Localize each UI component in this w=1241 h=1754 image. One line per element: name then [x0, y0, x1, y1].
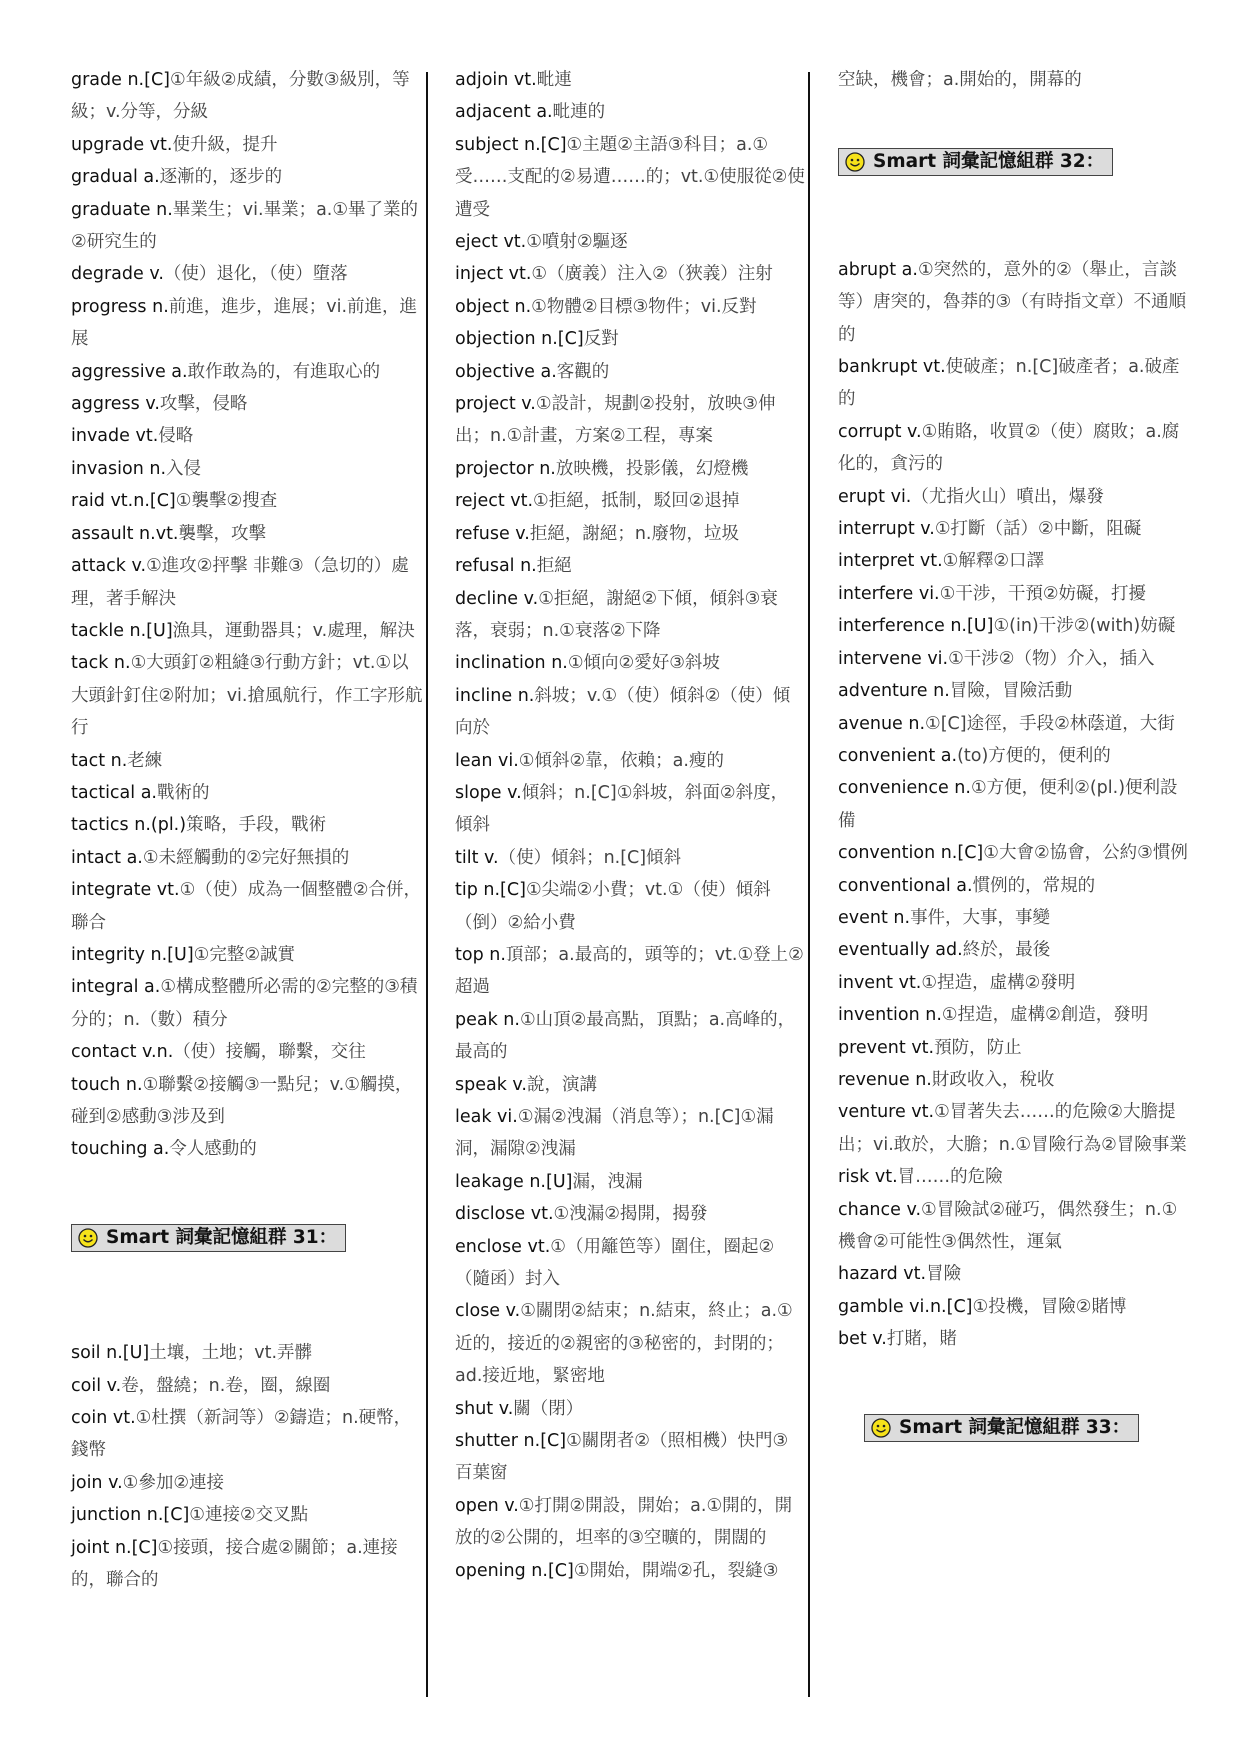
- vocab-entry: [838, 1323, 1190, 1355]
- entry-headword: degrade v.: [71, 264, 164, 285]
- entry-definition: 冒險，冒險活動: [949, 681, 1073, 702]
- vocab-entry: [71, 64, 423, 129]
- vocab-entry: [71, 777, 423, 809]
- entry-definition: ①傾斜②靠，依賴；a.瘦的: [518, 750, 724, 771]
- entry-definition: ①年級②成績，分數③級別，等級；v.分等，分級: [71, 70, 410, 123]
- entry-definition: （尤指火山）噴出，爆發: [911, 486, 1104, 507]
- entry-definition: 客觀的: [556, 361, 610, 382]
- entry-definition: ①(in)干涉②(with)妨礙: [993, 616, 1176, 637]
- entry-headword: leak vi.: [455, 1107, 518, 1127]
- vocab-entry: [838, 513, 1190, 545]
- column-3: [838, 64, 1190, 1449]
- entry-headword: inclination n.: [455, 653, 568, 674]
- vocab-entry: [71, 615, 423, 647]
- entry-definition: 冒險: [926, 1264, 962, 1285]
- entry-definition: 拒絕: [536, 556, 572, 577]
- vocab-entry: [838, 610, 1190, 642]
- vocab-entry: [838, 675, 1190, 707]
- entry-headword: tactics n.(pl.): [71, 815, 187, 836]
- vocab-entry: [71, 1467, 423, 1499]
- vocab-entry: [455, 1101, 805, 1166]
- vocab-entry: [71, 939, 423, 971]
- entry-definition: ①大會②協會，公約③慣例: [983, 843, 1188, 864]
- entry-headword: contact v.n.: [71, 1042, 174, 1063]
- entry-headword: risk vt.: [838, 1167, 898, 1188]
- vocab-entry: [71, 453, 423, 485]
- entry-definition: 斜坡；v.①（使）傾斜②（使）傾向於: [455, 685, 791, 739]
- entry-headword: junction n.[C]: [71, 1505, 190, 1526]
- entry-definition: ①物體②目標③物件；vi.反對: [531, 296, 757, 317]
- vocab-entry: [455, 745, 805, 777]
- group-header-33-label: Smart 詞彙記憶組群 33：: [899, 1416, 1131, 1438]
- vocab-entry: [455, 1555, 805, 1587]
- entry-headword: event n.: [838, 907, 911, 928]
- entry-definition: 頂部；a.最高的，頭等的；vt.①登上②超過: [455, 944, 804, 998]
- entry-headword: upgrade vt.: [71, 134, 173, 155]
- vocab-entry: [455, 518, 805, 550]
- vocab-entry: [455, 129, 805, 226]
- entry-definition: ①大頭釘②粗縫③行動方針；vt.①以大頭針釘住②附加；vi.搶風航行，作工字形航行: [71, 653, 423, 739]
- entry-definition: ①拒絕，謝絕②下傾，傾斜③衰落，衰弱；n.①衰落②下降: [455, 588, 778, 641]
- entry-definition: ①方便，便利②(pl.)便利設備: [838, 778, 1178, 831]
- entry-headword: bankrupt vt.: [838, 357, 946, 378]
- vocab-entry: [455, 1198, 805, 1230]
- entry-definition: 財政收入，稅收: [931, 1069, 1055, 1090]
- entry-headword: conventional a.: [838, 875, 973, 896]
- entry-list-col3-top: [838, 64, 1190, 96]
- vocab-entry: [838, 351, 1190, 416]
- entry-list-col1-bottom: [71, 1337, 423, 1596]
- vocab-entry: [71, 1532, 423, 1597]
- entry-headword: graduate n.: [71, 199, 173, 220]
- vocab-entry: [71, 745, 423, 777]
- vocab-entry: [838, 902, 1190, 934]
- entry-definition: ①構成整體所必需的②完整的③積分的；n.（數）積分: [71, 977, 418, 1030]
- column-divider-left: [426, 72, 428, 1697]
- entry-headword: aggressive a.: [71, 361, 188, 382]
- vocab-entry: [71, 1337, 423, 1369]
- vocab-entry: [838, 934, 1190, 966]
- vocab-entry: [838, 772, 1190, 837]
- group-header-32-label: Smart 詞彙記憶組群 32：: [873, 151, 1105, 173]
- entry-definition: ①投機，冒險②賭博: [972, 1296, 1127, 1317]
- entry-definition: ①賄賂，收買②（使）腐敗；a.腐化的，貪污的: [838, 421, 1180, 475]
- entry-headword: venture vt.: [838, 1102, 935, 1123]
- vocab-entry: [838, 1096, 1190, 1161]
- entry-headword: decline v.: [455, 588, 539, 609]
- column-1: [71, 64, 423, 1596]
- entry-definition: 使破產；n.[C]破產者；a.破產的: [838, 357, 1180, 410]
- entry-list-col3-mid: [838, 254, 1190, 1356]
- vocab-entry: [838, 1258, 1190, 1290]
- vocab-entry: [455, 453, 805, 485]
- vocab-entry: [838, 545, 1190, 577]
- entry-headword: revenue n.: [838, 1069, 932, 1090]
- vocab-entry: [455, 1069, 805, 1101]
- entry-definition: 說，演講: [526, 1074, 597, 1095]
- vocab-entry: [71, 485, 423, 517]
- entry-headword: raid vt.n.[C]: [71, 491, 176, 512]
- entry-definition: ①杜撰（新詞等）②鑄造；n.硬幣，錢幣: [71, 1408, 412, 1461]
- entry-headword: gradual a.: [71, 167, 160, 188]
- entry-headword: refusal n.: [455, 556, 537, 577]
- vocab-entry: [838, 578, 1190, 610]
- entry-definition: （使）退化，（使）墮落: [163, 264, 348, 285]
- vocab-entry: [455, 388, 805, 453]
- entry-definition: （使）接觸，聯繫，交往: [173, 1042, 366, 1063]
- vocab-entry: [71, 388, 423, 420]
- vocab-entry: [455, 323, 805, 355]
- entry-definition: ①襲擊②搜查: [175, 491, 278, 512]
- entry-definition: ①未經觸動的②完好無損的: [142, 847, 350, 868]
- entry-headword: eject vt.: [455, 232, 527, 253]
- vocab-entry: [71, 874, 423, 939]
- group-header-31-label: Smart 詞彙記憶組群 31：: [106, 1226, 338, 1248]
- vocab-entry: [71, 1069, 423, 1134]
- vocab-entry: [838, 643, 1190, 675]
- vocab-entry: [455, 96, 805, 128]
- entry-definition: ①打斷（話）②中斷，阻礙: [934, 519, 1142, 540]
- entry-headword: intact a.: [71, 847, 143, 868]
- vocab-entry: [71, 1036, 423, 1068]
- entry-headword: adventure n.: [838, 681, 950, 702]
- vocab-entry: [838, 740, 1190, 772]
- group-header-32: [838, 148, 1113, 176]
- vocab-entry: [455, 1231, 805, 1296]
- entry-definition: ①突然的，意外的②（舉止，言談等）唐突的，魯莽的③（有時指文章）不通順的: [838, 259, 1187, 345]
- entry-definition: 前進，進步，進展；vi.前進，進展: [71, 296, 418, 350]
- vocab-entry: [71, 1402, 423, 1467]
- entry-headword: chance v.: [838, 1199, 922, 1220]
- vocab-entry: [455, 226, 805, 258]
- entry-headword: enclose vt.: [455, 1236, 551, 1257]
- group-header-31: [71, 1224, 346, 1252]
- entry-headword: adjoin vt.: [455, 70, 537, 90]
- entry-definition: 漁具，運動器具；v.處理，解決: [172, 620, 415, 641]
- smiley-icon: [871, 1418, 891, 1438]
- entry-definition: ①拒絕，抵制，駁回②退掉: [533, 491, 740, 512]
- entry-headword: avenue n.: [838, 713, 926, 734]
- vocab-entry: [455, 1295, 805, 1392]
- entry-headword: invasion n.: [71, 458, 167, 479]
- vocab-entry: [838, 999, 1190, 1031]
- entry-headword: coil v.: [71, 1375, 122, 1396]
- entry-headword: disclose vt.: [455, 1204, 554, 1225]
- entry-headword: touch n.: [71, 1074, 143, 1095]
- vocab-entry: [455, 777, 805, 842]
- entry-definition: 毗連: [536, 70, 572, 90]
- entry-definition: ①洩漏②揭開，揭發: [553, 1204, 708, 1225]
- entry-definition: 打賭，賭: [886, 1329, 957, 1350]
- entry-headword: invent vt.: [838, 972, 922, 993]
- entry-headword: prevent vt.: [838, 1037, 935, 1058]
- entry-definition: 事件，大事，事變: [910, 907, 1051, 928]
- entry-headword: progress n.: [71, 296, 169, 317]
- entry-definition: 老練: [127, 750, 163, 771]
- entry-definition: ①開始，開端②孔，裂縫③: [573, 1560, 779, 1581]
- entry-headword: top n.: [455, 944, 506, 965]
- entry-headword: bet v.: [838, 1329, 887, 1350]
- entry-definition: ①冒著失去……的危險②大膽提出；vi.敢於，大膽；n.①冒險行為②冒險事業: [838, 1102, 1187, 1155]
- entry-headword: erupt vi.: [838, 486, 912, 507]
- entry-headword: convenience n.: [838, 778, 971, 799]
- entry-definition: ①捏造，虛構②發明: [921, 972, 1076, 993]
- entry-definition: 空缺，機會；a.開始的，開幕的: [838, 70, 1082, 90]
- vocab-entry: [838, 1291, 1190, 1323]
- vocab-entry: [71, 809, 423, 841]
- vocab-entry: [455, 1425, 805, 1490]
- vocab-entry: [838, 967, 1190, 999]
- entry-definition: 敢作敢為的，有進取心的: [187, 361, 381, 382]
- vocab-entry: [71, 291, 423, 356]
- entry-headword: tackle n.[U]: [71, 620, 173, 641]
- entry-headword: tactical a.: [71, 782, 157, 803]
- entry-definition: ①冒險試②碰巧，偶然發生；n.①機會②可能性③偶然性，運氣: [838, 1199, 1178, 1252]
- entry-headword: speak v.: [455, 1074, 527, 1095]
- vocab-entry: [838, 1064, 1190, 1096]
- entry-headword: project v.: [455, 394, 536, 415]
- entry-definition: ①打開②開設，開始；a.①開的，開放的②公開的，坦率的③空曠的，開闊的: [455, 1495, 793, 1549]
- vocab-entry: [455, 550, 805, 582]
- entry-definition: ①連接②交叉點: [189, 1505, 309, 1526]
- entry-list-col1-top: [71, 64, 423, 1166]
- entry-headword: slope v.: [455, 782, 522, 803]
- vocab-entry: [838, 481, 1190, 513]
- entry-definition: 終於，最後: [962, 940, 1051, 961]
- vocab-entry: [838, 1161, 1190, 1193]
- vocab-entry: [71, 194, 423, 259]
- vocab-entry: [71, 258, 423, 290]
- entry-definition: 入侵: [166, 458, 202, 479]
- vocab-entry: [838, 837, 1190, 869]
- entry-definition: ①捏造，虛構②創造，發明: [941, 1005, 1149, 1026]
- vocab-entry: [455, 647, 805, 679]
- entry-definition: ①完整②誠實: [193, 944, 296, 965]
- vocab-entry: [71, 129, 423, 161]
- entry-headword: convenient a.: [838, 745, 958, 766]
- entry-headword: leakage n.[U]: [455, 1171, 573, 1192]
- vocab-entry: [838, 1194, 1190, 1259]
- vocab-entry: [838, 416, 1190, 481]
- entry-headword: objective a.: [455, 361, 557, 382]
- vocab-entry: [71, 550, 423, 615]
- entry-headword: shut v.: [455, 1398, 514, 1419]
- entry-headword: integral a.: [71, 977, 161, 998]
- entry-definition: 襲擊，攻擊: [178, 523, 266, 544]
- entry-headword: joint n.[C]: [71, 1537, 158, 1558]
- entry-headword: integrity n.[U]: [71, 944, 194, 965]
- vocab-entry: [455, 583, 805, 648]
- entry-headword: close v.: [455, 1301, 521, 1322]
- entry-definition: 關（閉）: [513, 1398, 584, 1419]
- vocab-entry: [455, 1490, 805, 1555]
- entry-headword: shutter n.[C]: [455, 1431, 567, 1452]
- vocab-entry: [455, 1393, 805, 1425]
- entry-definition: 侵略: [158, 426, 194, 447]
- vocab-entry: [71, 420, 423, 452]
- entry-definition: ①尖端②小費；vt.①（使）傾斜（倒）②給小費: [455, 880, 771, 933]
- vocab-entry: [71, 161, 423, 193]
- entry-definition: ①漏②洩漏（消息等）；n.[C]①漏洞，漏隙②洩漏: [455, 1107, 774, 1160]
- group-header-33: [864, 1414, 1139, 1442]
- entry-headword: tip n.[C]: [455, 880, 526, 901]
- vocab-entry: [71, 356, 423, 388]
- vocab-entry: [838, 254, 1190, 351]
- entry-headword: interference n.[U]: [838, 616, 994, 637]
- entry-headword: subject n.[C]: [455, 134, 567, 155]
- column-divider-right: [808, 72, 810, 1697]
- entry-list-col2: [455, 64, 805, 1587]
- entry-headword: refuse v.: [455, 523, 530, 544]
- entry-definition: 策略，手段，戰術: [186, 815, 327, 836]
- vocab-entry: [455, 842, 805, 874]
- vocab-entry: [71, 518, 423, 550]
- entry-definition: ①主題②主語③科目；a.①受……支配的②易遭……的；vt.①使服從②使遭受: [455, 134, 805, 220]
- entry-headword: peak n.: [455, 1009, 520, 1030]
- entry-headword: tact n.: [71, 750, 128, 771]
- entry-definition: ①干涉，干預②妨礙，打擾: [939, 583, 1147, 604]
- entry-headword: convention n.[C]: [838, 843, 984, 864]
- entry-definition: 毗連的: [552, 102, 606, 123]
- entry-definition: 戰術的: [157, 782, 210, 803]
- entry-definition: ①設計，規劃②投射，放映③伸出；n.①計畫，方案②工程，專案: [455, 394, 776, 447]
- entry-headword: inject vt.: [455, 264, 532, 285]
- entry-definition: 漏，洩漏: [572, 1171, 643, 1192]
- entry-definition: 令人感動的: [169, 1139, 257, 1160]
- entry-headword: invention n.: [838, 1005, 942, 1026]
- vocab-entry: [455, 939, 805, 1004]
- vocab-entry: [838, 870, 1190, 902]
- entry-headword: touching a.: [71, 1139, 170, 1160]
- vocab-entry: [455, 680, 805, 745]
- entry-definition: ①聯繫②接觸③一點兒；v.①觸摸，碰到②感動③涉及到: [71, 1074, 413, 1127]
- vocab-entry: [455, 874, 805, 939]
- entry-definition: 畢業生；vi.畢業；a.①畢了業的②研究生的: [71, 199, 419, 253]
- entry-definition: 預防，防止: [934, 1037, 1022, 1058]
- vocab-entry: [71, 1499, 423, 1531]
- entry-definition: 土壤，土地；vt.弄髒: [149, 1343, 313, 1364]
- entry-definition: 冒……的危險: [897, 1167, 1003, 1188]
- entry-headword: assault n.vt.: [71, 523, 179, 544]
- entry-headword: interfere vi.: [838, 583, 940, 604]
- entry-headword: soil n.[U]: [71, 1343, 150, 1364]
- entry-definition: 反對: [583, 329, 619, 350]
- entry-definition: ①接頭，接合處②關節；a.連接的，聯合的: [71, 1537, 398, 1591]
- entry-definition: 使升級，提升: [172, 134, 278, 155]
- entry-definition: （使）傾斜；n.[C]傾斜: [498, 847, 682, 868]
- entry-headword: gamble vi.n.[C]: [838, 1296, 973, 1317]
- entry-headword: grade n.[C]: [71, 70, 170, 90]
- vocab-entry: [455, 356, 805, 388]
- entry-headword: projector n.: [455, 458, 556, 479]
- entry-headword: incline n.: [455, 685, 535, 706]
- entry-headword: aggress v.: [71, 394, 160, 415]
- entry-headword: open v.: [455, 1495, 519, 1516]
- entry-headword: intervene vi.: [838, 648, 949, 669]
- entry-definition: ①（使）成為一個整體②合併，聯合: [71, 880, 421, 933]
- entry-headword: lean vi.: [455, 750, 519, 771]
- entry-definition: ①關閉者②（照相機）快門③百葉窗: [455, 1431, 789, 1484]
- entry-headword: objection n.[C]: [455, 329, 584, 350]
- entry-definition: ①關閉②結束；n.結束，終止；a.①近的，接近的②親密的③秘密的，封閉的；ad.接近地，緊密地: [455, 1301, 793, 1387]
- entry-definition: ①（用籬笆等）圍住，圈起②（隨函）封入: [455, 1236, 775, 1290]
- entry-headword: join v.: [71, 1472, 123, 1493]
- vocab-entry: [455, 1004, 805, 1069]
- entry-definition: 拒絕，謝絕；n.廢物，垃圾: [529, 523, 739, 544]
- entry-definition: ①[C]途徑，手段②林蔭道，大街: [925, 713, 1175, 734]
- smiley-icon: [78, 1228, 98, 1248]
- vocab-entry: [455, 64, 805, 96]
- vocab-entry: [71, 1133, 423, 1165]
- vocab-entry: [455, 291, 805, 323]
- vocab-entry: [71, 971, 423, 1036]
- entry-headword: abrupt a.: [838, 259, 918, 280]
- entry-headword: corrupt v.: [838, 421, 922, 442]
- entry-definition: ①噴射②驅逐: [526, 232, 628, 253]
- vocab-entry: [838, 64, 1190, 96]
- entry-definition: 卷，盤繞；n.卷，圈，線圈: [121, 1375, 331, 1396]
- entry-headword: reject vt.: [455, 491, 534, 512]
- entry-definition: ①解釋②口譯: [942, 551, 1045, 572]
- vocab-entry: [71, 647, 423, 744]
- vocab-entry: [71, 842, 423, 874]
- entry-headword: integrate vt.: [71, 880, 180, 901]
- entry-headword: tack n.: [71, 653, 131, 674]
- entry-definition: 攻擊，侵略: [159, 394, 248, 415]
- entry-headword: attack v.: [71, 556, 147, 577]
- entry-headword: opening n.[C]: [455, 1560, 574, 1581]
- entry-definition: 放映機，投影儀，幻燈機: [555, 458, 749, 479]
- column-2: [455, 64, 805, 1587]
- entry-headword: interrupt v.: [838, 519, 935, 540]
- entry-headword: object n.: [455, 296, 532, 317]
- entry-definition: 慣例的，常規的: [972, 875, 1096, 896]
- vocab-entry: [71, 1370, 423, 1402]
- entry-definition: (to)方便的，便利的: [957, 745, 1111, 766]
- entry-definition: 逐漸的，逐步的: [159, 167, 283, 188]
- entry-definition: ①傾向②愛好③斜坡: [567, 653, 720, 674]
- vocab-entry: [455, 485, 805, 517]
- vocab-entry: [455, 258, 805, 290]
- entry-definition: ①（廣義）注入②（狹義）注射: [531, 264, 773, 285]
- entry-headword: adjacent a.: [455, 102, 553, 123]
- entry-definition: 傾斜；n.[C]①斜坡，斜面②斜度，傾斜: [455, 782, 789, 836]
- entry-headword: eventually ad.: [838, 940, 963, 961]
- entry-definition: ①參加②連接: [122, 1472, 225, 1493]
- entry-headword: coin vt.: [71, 1408, 136, 1429]
- entry-definition: ①山頂②最高點，頂點；a.高峰的，最高的: [455, 1009, 796, 1063]
- smiley-icon: [845, 152, 865, 172]
- entry-definition: ①進攻②抨擊 非難③（急切的）處理，著手解決: [71, 556, 409, 609]
- entry-headword: tilt v.: [455, 847, 499, 868]
- vocab-entry: [455, 1166, 805, 1198]
- vocab-entry: [838, 1032, 1190, 1064]
- entry-headword: hazard vt.: [838, 1264, 927, 1285]
- entry-headword: interpret vt.: [838, 551, 943, 572]
- entry-definition: ①干涉②（物）介入，插入: [948, 648, 1155, 669]
- vocab-entry: [838, 708, 1190, 740]
- entry-headword: invade vt.: [71, 426, 159, 447]
